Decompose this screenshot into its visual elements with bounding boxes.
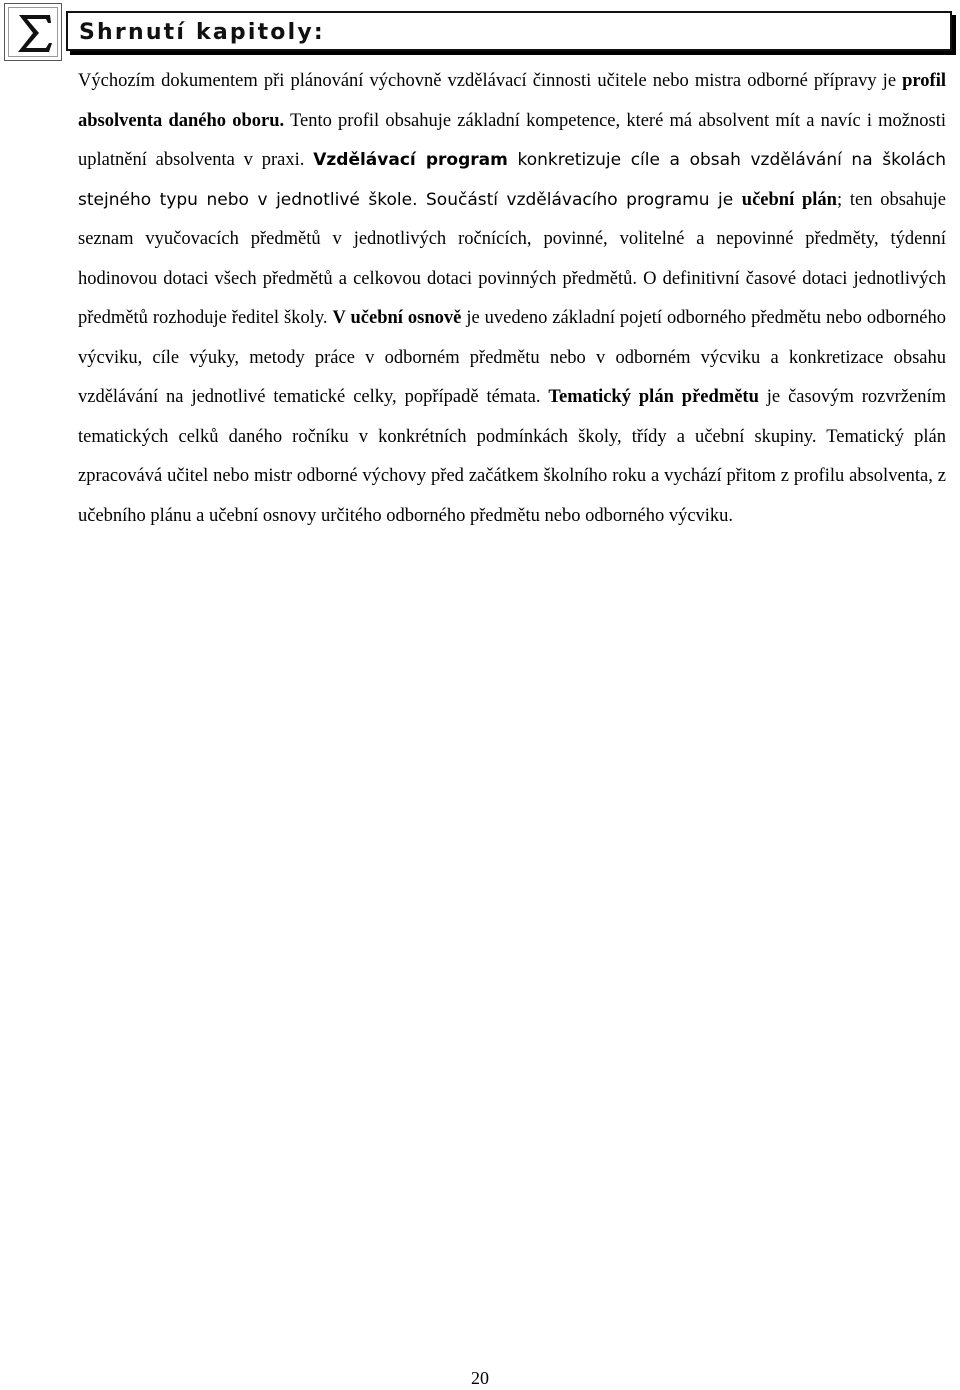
chapter-summary-title: Shrnutí kapitoly: [79,20,325,45]
term-syllabus: V učební osnově [332,308,462,328]
page-number: 20 [471,1368,489,1388]
summary-text: je časovým rozvržením tematických celků daného ročníku v konkrétních podmínkách školy, třídy a učební skupiny. Tematický plán zpracovává učitel nebo mistr odborné výchovy před začátkem školního roku a vychází přitom z profilu absolventa, z učebního plánu a učební osnovy určitého odborného předmětu nebo odborného výcviku. [78,387,946,526]
summary-paragraph [78,62,946,536]
term-graduate-profile: profil absolventa daného oboru. [78,71,946,131]
summary-text: ; ten obsahuje seznam vyučovacích předmětů v jednotlivých ročnících, povinné, volitelné a nepovinné předměty, týdenní hodinovou dotaci všech předmětů a celkovou dotaci povinných předmětů. O definitivní časové dotaci jednotlivých předmětů rozhoduje ředitel školy. [78,189,946,328]
summary-text: je uvedeno základní pojetí odborného předmětu nebo odborného výcviku, cíle výuky, metody práce v odborném předmětu nebo v odborném výcviku a konkretizace obsahu vzdělávání na jednotlivé tematické celky, popřípadě témata. [78,308,947,407]
summary-text: Výchozím dokumentem při plánování výchovně vzdělávací činnosti učitele nebo mistra odborné přípravy je [78,71,903,91]
chapter-summary-header [66,11,952,51]
sigma-icon [4,3,62,61]
term-thematic-plan: Tematický plán předmětu [548,387,759,407]
term-curriculum-plan: učební plán [741,189,837,210]
summary-text: konkretizuje cíle a obsah vzdělávání na školách stejného typu nebo v jednotlivé škole. Součástí vzdělávacího programu je [78,150,947,210]
summary-text: Tento profil obsahuje základní kompetence, které má absolvent mít a navíc i možnosti uplatnění absolventa v praxi. [78,110,946,170]
term-education-program: Vzdělávací program [313,150,508,170]
